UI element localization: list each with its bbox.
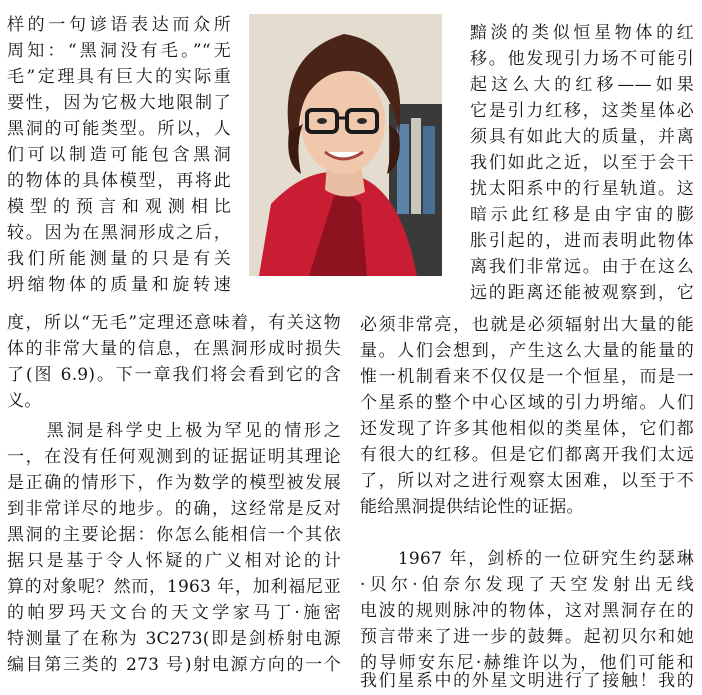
text-line: 黑洞的可能类型。所以，人 [7, 119, 231, 139]
text-line: 黯淡的类似恒星物体的红 [470, 23, 694, 43]
text-line: 量。人们会想到，产生这么大量的能量的 [360, 341, 694, 361]
text-line: 惟一机制看来不仅仅是一个恒星，而是一 [360, 367, 694, 387]
text-line: 体的非常大量的信息，在黑洞形成时损失 [7, 339, 341, 359]
text-line: 编目第三类的 273 号)射电源方向的一个 [7, 655, 341, 675]
text-line: 们可以制造可能包含黑洞 [7, 145, 231, 165]
text-line: 度，所以“无毛”定理还意味着，有关这物 [7, 313, 341, 333]
text-line: 模型的预言和观测相比 [7, 197, 231, 217]
portrait-photo [249, 14, 442, 276]
text-line: 样的一句谚语表达而众所 [7, 15, 231, 35]
text-line: 黑洞的主要论据：你怎么能相信一个其依 [7, 525, 341, 545]
text-line: ·贝尔·伯奈尔发现了天空发射出无线 [360, 575, 694, 595]
text-line: 电波的规则脉冲的物体，这对黑洞存在的 [360, 601, 694, 621]
text-line: 毛”定理具有巨大的实际重 [7, 67, 231, 87]
text-line: 的导师安东尼·赫维许以为，他们可能和 [360, 653, 694, 673]
text-line: 1967 年，剑桥的一位研究生约瑟琳 [360, 549, 694, 569]
text-line: 还发现了许多其他相似的类星体，它们都 [360, 419, 694, 439]
text-line: 到非常详尽的地步。的确，这经常是反对 [7, 499, 341, 519]
text-line: 的帕罗玛天文台的天文学家马丁·施密 [7, 603, 341, 623]
text-line: 有很大的红移。但是它们都离开我们太远 [360, 445, 694, 465]
text-line: 能给黑洞提供结论性的证据。 [360, 497, 584, 517]
text-line: 远的距离还能被观察到，它 [470, 283, 694, 303]
text-line: 我们星系中的外星文明进行了接触！我的 [360, 671, 694, 691]
text-line: 了，所以对之进行观察太困难，以至于不 [360, 471, 694, 491]
text-line: 移。他发现引力场不可能引 [470, 49, 694, 69]
text-line: 较。因为在黑洞形成之后， [7, 223, 231, 243]
text-line: 是正确的情形下，作为数学的模型被发展 [7, 473, 341, 493]
portrait-illustration [249, 14, 442, 276]
text-line: 预言带来了进一步的鼓舞。起初贝尔和她 [360, 627, 694, 647]
text-line: 特测量了在称为 3C273(即是剑桥射电源 [7, 629, 341, 649]
text-line: 起这么大的红移——如果 [470, 75, 694, 95]
text-line: 它是引力红移，这类星体必 [470, 101, 694, 121]
text-line: 胀引起的，进而表明此物体 [470, 231, 694, 251]
text-line: 暗示此红移是由宇宙的膨 [470, 205, 694, 225]
text-line: 我们所能测量的只是有关 [7, 249, 231, 269]
text-line: 一，在没有任何观测到的证据证明其理论 [7, 447, 341, 467]
text-line: 必须非常亮，也就是必须辐射出大量的能 [360, 315, 694, 335]
text-line: 据只是基于令人怀疑的广义相对论的计 [7, 551, 341, 571]
text-line: 算的对象呢？然而，1963 年，加利福尼亚 [7, 577, 341, 597]
text-line: 了(图 6.9)。下一章我们将会看到它的含 [7, 365, 341, 385]
text-line: 要性，因为它极大地限制了 [7, 93, 231, 113]
text-line: 义。 [7, 391, 42, 411]
text-line: 坍缩物体的质量和旋转速 [7, 275, 231, 295]
text-line: 黑洞是科学史上极为罕见的情形之 [7, 421, 341, 441]
text-line: 个星系的整个中心区域的引力坍缩。人们 [360, 393, 694, 413]
text-line: 周知：“黑洞没有毛。”“无 [7, 41, 231, 61]
text-line: 我们如此之近，以至于会干 [470, 153, 694, 173]
text-line: 扰太阳系中的行星轨道。这 [470, 179, 694, 199]
text-line: 离我们非常远。由于在这么 [470, 257, 694, 277]
text-line: 的物体的具体模型，再将此 [7, 171, 231, 191]
text-line: 须具有如此大的质量，并离 [470, 127, 694, 147]
